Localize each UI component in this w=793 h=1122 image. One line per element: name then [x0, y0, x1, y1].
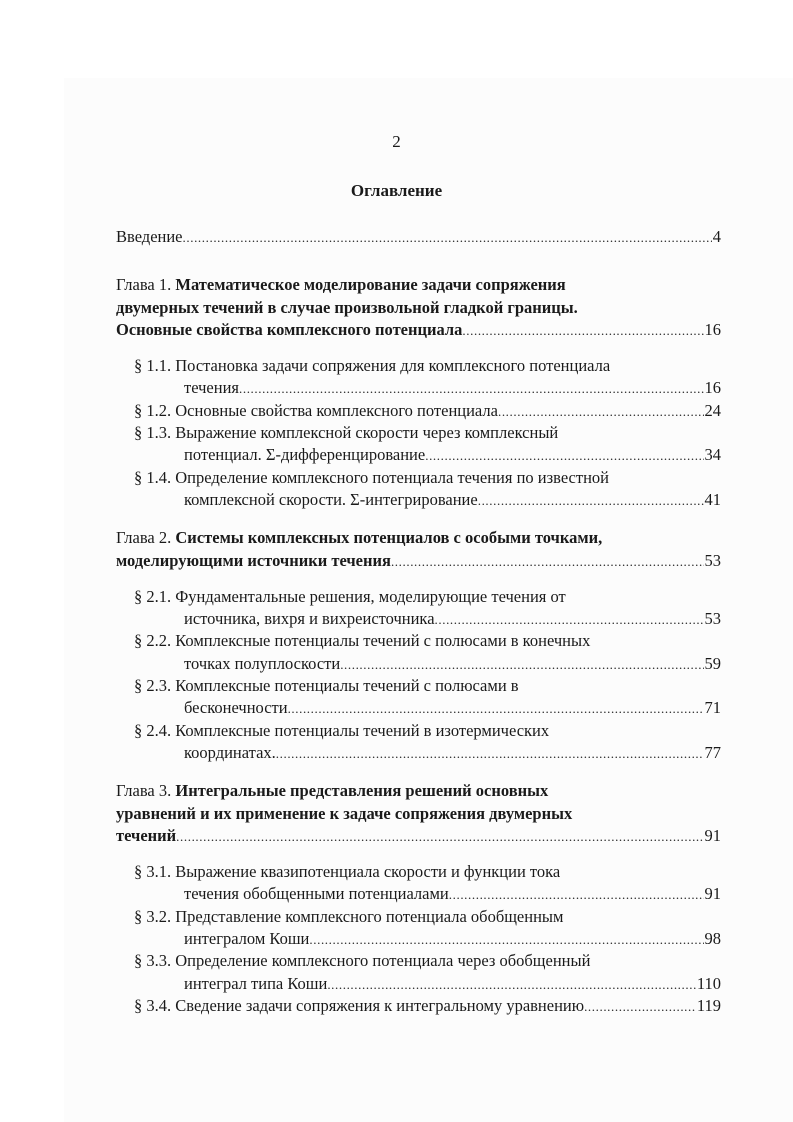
- page-ref: 24: [704, 400, 721, 420]
- page-ref: 71: [704, 698, 721, 718]
- leader-dots: [462, 320, 703, 342]
- toc-title: Оглавление: [350, 181, 443, 200]
- leader-dots: [498, 401, 704, 423]
- leader-dots: [449, 884, 704, 906]
- toc-chapter-1[interactable]: Глава 1. Математическое моделирование задачи сопряжения двумерных течений в случае произвольной гладкой границы. Основные свойства комплексного потенциала ..... 16: [116, 274, 721, 341]
- leader-dots: [276, 743, 704, 765]
- toc-section-3-3[interactable]: § 3.3. Определение комплексного потенциала через обобщенный интеграл типа Коши ..... 110: [116, 950, 721, 995]
- toc-entry-introduction[interactable]: Введение ..... 4: [116, 226, 721, 248]
- chapter-1-sections: [116, 355, 721, 511]
- page-ref: 119: [696, 995, 721, 1015]
- leader-dots: [183, 227, 712, 249]
- page-ref: 110: [696, 973, 721, 993]
- toc-section-1-3[interactable]: § 1.3. Выражение комплексной скорости через комплексный потенциал. Σ-дифференцирование ..... 34: [116, 422, 721, 467]
- page-ref: 77: [704, 742, 721, 762]
- page-ref: 91: [704, 825, 721, 845]
- toc-section-3-1[interactable]: § 3.1. Выражение квазипотенциала скорости и функции тока течения обобщенными потенциалами ..... 91: [116, 861, 721, 906]
- leader-dots: [309, 929, 703, 951]
- chapter-title: Системы комплексных потенциалов с особыми точками,: [175, 528, 603, 548]
- leader-dots: [239, 378, 704, 400]
- chapter-title: Интегральные представления решений основных: [175, 781, 549, 801]
- page-ref: 53: [704, 550, 721, 570]
- page-ref: 59: [704, 653, 721, 673]
- leader-dots: [391, 551, 704, 573]
- leader-dots: [288, 698, 704, 720]
- page-number: 2: [392, 132, 401, 151]
- toc-chapter-3[interactable]: Глава 3. Интегральные представления решений основных уравнений и их применение к задаче сопряжения двумерных течений ..... 91: [116, 780, 721, 847]
- page-ref: 16: [704, 378, 721, 398]
- page-ref: 34: [704, 445, 721, 465]
- toc-section-2-2[interactable]: § 2.2. Комплексные потенциалы течений с полюсами в конечных точках полуплоскости ..... 59: [116, 630, 721, 675]
- leader-dots: [584, 996, 696, 1018]
- toc-section-2-3[interactable]: § 2.3. Комплексные потенциалы течений с полюсами в бесконечности ..... 71: [116, 675, 721, 720]
- page-ref: 16: [704, 319, 721, 339]
- page-ref: 91: [704, 884, 721, 904]
- page-ref: 4: [712, 227, 721, 246]
- leader-dots: [478, 490, 704, 512]
- leader-dots: [435, 609, 704, 631]
- toc-section-2-1[interactable]: § 2.1. Фундаментальные решения, моделирующие течения от источника, вихря и вихреисточника ..... 53: [116, 586, 721, 631]
- toc-section-3-4[interactable]: § 3.4. Сведение задачи сопряжения к интегральному уравнению ..... 119: [116, 995, 721, 1017]
- toc-chapter-2[interactable]: Глава 2. Системы комплексных потенциалов с особыми точками, моделирующими источники течения ..... 53: [116, 527, 721, 572]
- toc-section-1-2[interactable]: § 1.2. Основные свойства комплексного потенциала ..... 24: [116, 400, 721, 422]
- chapter-3-sections: [116, 861, 721, 1017]
- toc-section-1-1[interactable]: § 1.1. Постановка задачи сопряжения для комплексного потенциала течения ..... 16: [116, 355, 721, 400]
- leader-dots: [327, 974, 696, 996]
- toc-section-1-4[interactable]: § 1.4. Определение комплексного потенциала течения по известной комплексной скорости. Σ-интегрирование ..... 41: [116, 467, 721, 512]
- leader-dots: [425, 445, 703, 467]
- toc-section-3-2[interactable]: § 3.2. Представление комплексного потенциала обобщенным интегралом Коши ..... 98: [116, 906, 721, 951]
- toc-section-2-4[interactable]: § 2.4. Комплексные потенциалы течений в изотермических координатах. ..... 77: [116, 720, 721, 765]
- page-ref: 41: [704, 489, 721, 509]
- chapter-2-sections: [116, 586, 721, 764]
- leader-dots: [176, 826, 703, 848]
- page-ref: 53: [704, 609, 721, 629]
- chapter-title: Математическое моделирование задачи сопряжения: [175, 275, 566, 295]
- leader-dots: [340, 654, 703, 676]
- table-of-contents: [116, 226, 721, 1017]
- page-ref: 98: [704, 929, 721, 949]
